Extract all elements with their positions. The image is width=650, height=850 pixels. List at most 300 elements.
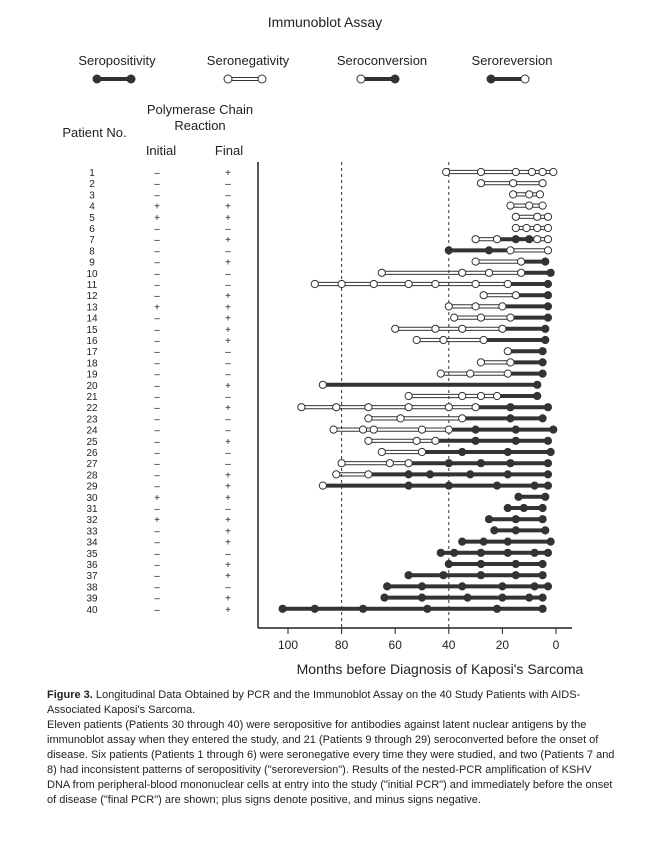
initial-pcr-16: –: [154, 336, 160, 347]
point-19-1: [467, 370, 474, 377]
point-8-0: [445, 247, 452, 254]
final-pcr-11: –: [225, 280, 231, 291]
point-23-2: [459, 415, 466, 422]
final-pcr-9: +: [225, 257, 231, 269]
point-14-3: [544, 314, 551, 321]
point-13-3: [544, 303, 551, 310]
point-22-1: [333, 404, 340, 411]
point-22-0: [298, 404, 305, 411]
patient-label-29: 29: [86, 481, 98, 493]
patient-label-17: 17: [86, 347, 98, 359]
point-37-4: [539, 572, 546, 579]
patient-label-24: 24: [86, 425, 98, 437]
point-2-2: [539, 180, 546, 187]
patient-label-21: 21: [86, 392, 98, 403]
point-25-0: [365, 437, 372, 444]
point-39-5: [539, 594, 546, 601]
point-16-2: [480, 336, 487, 343]
point-28-6: [544, 471, 551, 478]
final-pcr-16: +: [225, 336, 231, 347]
initial-pcr-39: –: [154, 593, 160, 605]
legend-label-seroreversion: Seroreversion: [471, 53, 553, 68]
caption-label: Figure 3.: [47, 689, 93, 701]
point-29-5: [544, 482, 551, 489]
initial-pcr-27: –: [154, 459, 160, 471]
point-15-3: [499, 325, 506, 332]
point-11-0: [311, 280, 318, 287]
point-20-0: [319, 381, 326, 388]
point-37-1: [440, 572, 447, 579]
patient-label-39: 39: [86, 593, 98, 605]
point-7-3: [526, 236, 533, 243]
point-32-1: [512, 516, 519, 523]
point-37-3: [512, 572, 519, 579]
point-10-1: [459, 269, 466, 276]
point-26-3: [504, 448, 511, 455]
initial-pcr-label: Initial: [145, 143, 177, 158]
point-39-3: [499, 594, 506, 601]
point-22-6: [507, 404, 514, 411]
patient-label-31: 31: [86, 504, 98, 515]
patient-label-7: 7: [89, 235, 95, 247]
point-15-0: [392, 325, 399, 332]
patient-label-14: 14: [86, 313, 98, 325]
legend-marker-end-3: [521, 75, 529, 83]
final-pcr-38: –: [225, 582, 231, 594]
initial-pcr-18: –: [154, 358, 160, 370]
point-36-3: [539, 560, 546, 567]
point-40-1: [311, 605, 318, 612]
legend-marker-end-0: [127, 75, 135, 83]
point-11-2: [370, 280, 377, 287]
point-10-4: [547, 269, 554, 276]
legend-marker-end-2: [391, 75, 399, 83]
final-pcr-label: Final: [214, 143, 244, 158]
point-1-0: [443, 168, 450, 175]
point-20-1: [534, 381, 541, 388]
point-27-2: [405, 460, 412, 467]
x-tick-label-60: 60: [388, 638, 402, 652]
final-pcr-31: –: [225, 504, 231, 515]
point-31-1: [520, 504, 527, 511]
patient-label-20: 20: [86, 380, 98, 392]
initial-pcr-24: –: [154, 425, 160, 437]
point-6-2: [534, 224, 541, 231]
final-pcr-39: +: [225, 593, 231, 605]
initial-pcr-19: –: [154, 369, 160, 381]
patient-label-19: 19: [86, 369, 98, 381]
point-36-0: [445, 560, 452, 567]
point-40-3: [424, 605, 431, 612]
point-40-2: [359, 605, 366, 612]
final-pcr-20: +: [225, 380, 231, 392]
patient-label-38: 38: [86, 582, 98, 594]
point-17-0: [504, 348, 511, 355]
patient-label-8: 8: [89, 246, 95, 258]
point-38-4: [531, 583, 538, 590]
final-pcr-29: +: [225, 481, 231, 493]
patient-label-3: 3: [89, 190, 95, 202]
point-11-5: [472, 280, 479, 287]
initial-pcr-21: –: [154, 392, 160, 403]
initial-pcr-40: –: [154, 604, 160, 616]
final-pcr-23: –: [225, 414, 231, 426]
initial-pcr-28: –: [154, 470, 160, 482]
point-14-0: [451, 314, 458, 321]
point-26-0: [378, 448, 385, 455]
patient-label-6: 6: [89, 224, 95, 235]
point-7-4: [534, 236, 541, 243]
point-6-0: [512, 224, 519, 231]
initial-pcr-4: +: [154, 201, 160, 213]
point-8-2: [507, 247, 514, 254]
point-37-2: [477, 572, 484, 579]
x-tick-label-40: 40: [442, 638, 456, 652]
point-11-3: [405, 280, 412, 287]
final-pcr-32: +: [225, 515, 231, 527]
point-24-0: [330, 426, 337, 433]
point-7-5: [544, 236, 551, 243]
point-25-5: [544, 437, 551, 444]
point-31-0: [504, 504, 511, 511]
patient-label-36: 36: [86, 560, 98, 571]
point-26-2: [459, 448, 466, 455]
point-5-2: [544, 213, 551, 220]
patient-label-1: 1: [89, 168, 95, 179]
point-33-0: [491, 527, 498, 534]
point-27-5: [507, 460, 514, 467]
final-pcr-40: +: [225, 604, 231, 616]
point-18-0: [477, 359, 484, 366]
point-22-2: [365, 404, 372, 411]
point-18-2: [539, 359, 546, 366]
point-15-4: [542, 325, 549, 332]
point-6-3: [544, 224, 551, 231]
initial-pcr-13: +: [154, 302, 160, 314]
point-30-1: [542, 493, 549, 500]
point-8-3: [544, 247, 551, 254]
point-21-3: [493, 392, 500, 399]
legend-marker-end-1: [258, 75, 266, 83]
point-6-1: [523, 224, 530, 231]
final-pcr-37: +: [225, 571, 231, 583]
patient-label-34: 34: [86, 537, 98, 549]
final-pcr-17: –: [225, 347, 231, 359]
point-3-2: [536, 191, 543, 198]
final-pcr-14: +: [225, 313, 231, 325]
point-26-1: [418, 448, 425, 455]
point-23-4: [539, 415, 546, 422]
point-7-0: [472, 236, 479, 243]
point-35-2: [477, 549, 484, 556]
point-24-4: [445, 426, 452, 433]
legend-marker-start-1: [224, 75, 232, 83]
final-pcr-30: +: [225, 492, 231, 504]
point-28-4: [467, 471, 474, 478]
point-5-1: [534, 213, 541, 220]
point-3-1: [526, 191, 533, 198]
point-34-2: [504, 538, 511, 545]
initial-pcr-34: –: [154, 537, 160, 549]
chart-title: Immunoblot Assay: [267, 14, 383, 30]
point-10-3: [518, 269, 525, 276]
point-28-2: [405, 471, 412, 478]
pcr-heading: Polymerase Chain Reaction: [146, 102, 254, 133]
point-25-1: [413, 437, 420, 444]
initial-pcr-8: –: [154, 246, 160, 258]
final-pcr-10: –: [225, 268, 231, 280]
point-35-5: [544, 549, 551, 556]
point-22-4: [445, 404, 452, 411]
initial-pcr-7: –: [154, 235, 160, 247]
point-37-0: [405, 572, 412, 579]
point-1-3: [528, 168, 535, 175]
point-40-4: [493, 605, 500, 612]
patient-label-22: 22: [86, 403, 98, 415]
final-pcr-26: –: [225, 448, 231, 459]
point-22-5: [472, 404, 479, 411]
patient-label-15: 15: [86, 324, 98, 336]
point-7-2: [512, 236, 519, 243]
patient-label-18: 18: [86, 358, 98, 370]
final-pcr-4: +: [225, 201, 231, 213]
point-39-1: [418, 594, 425, 601]
patient-label-4: 4: [89, 201, 95, 213]
point-9-0: [472, 258, 479, 265]
patient-label-11: 11: [86, 280, 98, 291]
final-pcr-33: +: [225, 526, 231, 538]
point-24-3: [418, 426, 425, 433]
point-17-1: [539, 348, 546, 355]
point-10-0: [378, 269, 385, 276]
x-tick-label-0: 0: [552, 638, 560, 652]
legend-marker-start-0: [93, 75, 101, 83]
point-4-1: [526, 202, 533, 209]
final-pcr-24: –: [225, 425, 231, 437]
point-36-2: [512, 560, 519, 567]
point-12-0: [480, 292, 487, 299]
point-29-3: [493, 482, 500, 489]
point-24-1: [359, 426, 366, 433]
point-29-1: [405, 482, 412, 489]
initial-pcr-14: –: [154, 313, 160, 325]
point-4-0: [507, 202, 514, 209]
point-3-0: [510, 191, 517, 198]
point-14-1: [477, 314, 484, 321]
point-23-1: [397, 415, 404, 422]
legend-marker-start-2: [357, 75, 365, 83]
initial-pcr-15: –: [154, 324, 160, 336]
point-34-1: [480, 538, 487, 545]
legend-label-seronegativity: Seronegativity: [206, 53, 290, 68]
point-27-0: [338, 460, 345, 467]
point-24-5: [472, 426, 479, 433]
final-pcr-3: –: [225, 190, 231, 202]
point-16-3: [542, 336, 549, 343]
final-pcr-2: –: [225, 179, 231, 191]
patient-label-12: 12: [86, 291, 98, 303]
patient-label-37: 37: [86, 571, 98, 583]
final-pcr-1: +: [225, 168, 231, 179]
point-29-0: [319, 482, 326, 489]
patient-label-16: 16: [86, 336, 98, 347]
point-1-2: [512, 168, 519, 175]
patient-label-28: 28: [86, 470, 98, 482]
final-pcr-28: +: [225, 470, 231, 482]
final-pcr-8: –: [225, 246, 231, 258]
point-12-2: [544, 292, 551, 299]
initial-pcr-31: –: [154, 504, 160, 515]
point-13-0: [445, 303, 452, 310]
point-14-2: [507, 314, 514, 321]
initial-pcr-20: –: [154, 380, 160, 392]
point-19-0: [437, 370, 444, 377]
point-21-2: [477, 392, 484, 399]
point-23-3: [507, 415, 514, 422]
point-21-1: [459, 392, 466, 399]
point-38-3: [499, 583, 506, 590]
point-27-3: [445, 460, 452, 467]
initial-pcr-17: –: [154, 347, 160, 359]
point-2-0: [477, 180, 484, 187]
point-5-0: [512, 213, 519, 220]
legend-label-seropositivity: Seropositivity: [78, 53, 156, 68]
patient-label-5: 5: [89, 212, 95, 224]
point-19-3: [539, 370, 546, 377]
point-1-4: [539, 168, 546, 175]
point-9-2: [542, 258, 549, 265]
point-7-1: [493, 236, 500, 243]
initial-pcr-10: –: [154, 268, 160, 280]
final-pcr-15: +: [225, 324, 231, 336]
final-pcr-22: +: [225, 403, 231, 415]
x-axis-label: Months before Diagnosis of Kaposi's Sarcoma: [296, 661, 584, 677]
point-40-0: [279, 605, 286, 612]
patient-label-13: 13: [86, 302, 98, 314]
point-22-3: [405, 404, 412, 411]
point-27-6: [544, 460, 551, 467]
point-8-1: [485, 247, 492, 254]
initial-pcr-23: –: [154, 414, 160, 426]
point-31-2: [539, 504, 546, 511]
point-38-0: [384, 583, 391, 590]
point-13-1: [472, 303, 479, 310]
point-1-1: [477, 168, 484, 175]
final-pcr-13: +: [225, 302, 231, 314]
point-18-1: [507, 359, 514, 366]
initial-pcr-32: +: [154, 515, 160, 527]
point-11-6: [504, 280, 511, 287]
point-16-1: [440, 336, 447, 343]
point-24-6: [512, 426, 519, 433]
point-19-2: [504, 370, 511, 377]
point-26-4: [547, 448, 554, 455]
x-tick-label-80: 80: [334, 638, 349, 652]
caption-title: Longitudinal Data Obtained by PCR and the Immunoblot Assay on the 40 Study Patients with AIDS-Associated Kaposi's Sarcoma.: [47, 689, 581, 716]
point-27-4: [477, 460, 484, 467]
point-35-4: [531, 549, 538, 556]
patient-label-23: 23: [86, 414, 98, 426]
point-29-2: [445, 482, 452, 489]
initial-pcr-35: –: [154, 548, 160, 560]
point-39-2: [464, 594, 471, 601]
point-21-0: [405, 392, 412, 399]
final-pcr-35: –: [225, 548, 231, 560]
point-21-4: [534, 392, 541, 399]
point-38-1: [418, 583, 425, 590]
point-10-2: [485, 269, 492, 276]
initial-pcr-5: +: [154, 212, 160, 224]
point-35-0: [437, 549, 444, 556]
point-28-0: [333, 471, 340, 478]
final-pcr-36: +: [225, 560, 231, 571]
initial-pcr-38: –: [154, 582, 160, 594]
final-pcr-5: +: [225, 212, 231, 224]
initial-pcr-12: –: [154, 291, 160, 303]
x-tick-label-100: 100: [277, 638, 299, 652]
point-11-4: [432, 280, 439, 287]
point-24-2: [370, 426, 377, 433]
point-38-2: [459, 583, 466, 590]
initial-pcr-1: –: [154, 168, 160, 179]
point-25-3: [472, 437, 479, 444]
point-32-0: [485, 516, 492, 523]
patient-label-10: 10: [86, 268, 98, 280]
point-30-0: [515, 493, 522, 500]
point-11-1: [338, 280, 345, 287]
point-33-1: [512, 527, 519, 534]
point-32-2: [539, 516, 546, 523]
patient-label-25: 25: [86, 436, 98, 448]
initial-pcr-29: –: [154, 481, 160, 493]
legend-label-seroconversion: Seroconversion: [336, 53, 428, 68]
x-tick-label-20: 20: [495, 638, 510, 652]
initial-pcr-36: –: [154, 560, 160, 571]
patient-label-40: 40: [86, 604, 98, 616]
patient-label-33: 33: [86, 526, 98, 538]
point-39-4: [526, 594, 533, 601]
initial-pcr-30: +: [154, 492, 160, 504]
patient-label-2: 2: [89, 179, 95, 191]
final-pcr-25: +: [225, 436, 231, 448]
caption-body: Eleven patients (Patients 30 through 40) were seropositive for antibodies against latent nuclear antigens by the immunoblot assay when they entered the study, and 21 (Patients 9 through 29) seroconverted before the onset of disease. Six patients (Patients 1 through 6) were seronegative every time they were studied, and two (Patients 7 and 8) had inconsistent patterns of seropositivity ("seroreversion"). Results of the nested-PCR amplification of KSHV DNA from peripheral-blood mononuclear cells at entry into the study ("initial PCR") and immediately before the onset of disease ("final PCR") are shown; plus signs denote positive, and minus signs negative.: [47, 719, 615, 806]
point-12-1: [512, 292, 519, 299]
point-29-4: [531, 482, 538, 489]
point-16-0: [413, 336, 420, 343]
point-36-1: [477, 560, 484, 567]
point-27-1: [386, 460, 393, 467]
point-23-0: [365, 415, 372, 422]
point-40-5: [539, 605, 546, 612]
legend-marker-start-3: [487, 75, 495, 83]
point-1-5: [550, 168, 557, 175]
initial-pcr-26: –: [154, 448, 160, 459]
patient-label-27: 27: [86, 459, 98, 471]
figure-caption: [47, 688, 617, 808]
point-9-1: [518, 258, 525, 265]
point-24-7: [550, 426, 557, 433]
final-pcr-6: –: [225, 224, 231, 235]
initial-pcr-2: –: [154, 179, 160, 191]
final-pcr-27: –: [225, 459, 231, 471]
point-34-0: [459, 538, 466, 545]
patient-heading: Patient No.: [62, 125, 127, 140]
final-pcr-7: +: [225, 235, 231, 247]
final-pcr-18: –: [225, 358, 231, 370]
patient-label-9: 9: [89, 257, 95, 269]
point-13-2: [499, 303, 506, 310]
final-pcr-34: +: [225, 537, 231, 549]
